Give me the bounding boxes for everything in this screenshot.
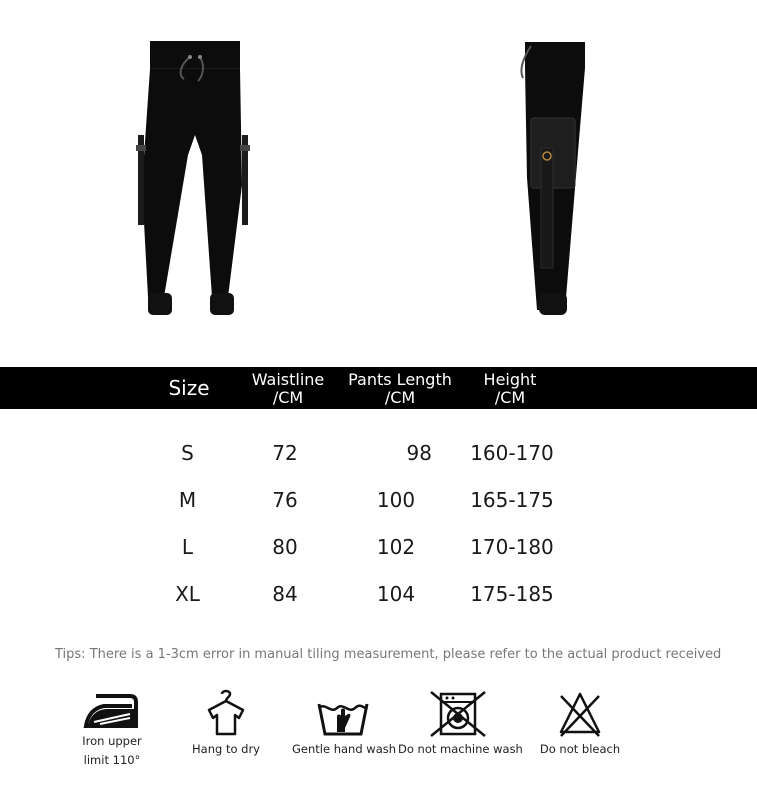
cell-pants-length: 104 — [376, 582, 416, 606]
care-no-bleach: Do not bleach — [530, 688, 630, 759]
cell-height: 175-185 — [470, 582, 554, 606]
table-row — [0, 439, 757, 469]
table-row — [0, 533, 757, 563]
table-row — [0, 580, 757, 610]
cell-height: 165-175 — [470, 488, 554, 512]
care-no-machine-wash: Do not machine wash — [398, 688, 518, 759]
cell-pants-length: 102 — [376, 535, 416, 559]
care-iron: Iron upper limit 110° — [72, 688, 152, 770]
table-row — [0, 486, 757, 516]
header-size: Size — [168, 376, 210, 400]
size-table-header — [0, 367, 757, 409]
hand-wash-icon — [292, 688, 394, 740]
cell-height: 160-170 — [470, 441, 554, 465]
product-photo-front — [130, 35, 265, 325]
cell-size: L — [181, 535, 194, 559]
cell-waistline: 76 — [272, 488, 298, 512]
cell-waistline: 80 — [272, 535, 298, 559]
header-pants-length: Pants Length /CM — [348, 370, 452, 407]
cell-pants-length: 98 — [406, 441, 432, 465]
iron-icon — [72, 688, 152, 732]
cell-pants-length: 100 — [376, 488, 416, 512]
care-hand-wash: Gentle hand wash — [292, 688, 394, 759]
cell-size: S — [181, 441, 194, 465]
header-waistline: Waistline /CM — [251, 370, 325, 407]
care-hang-dry: Hang to dry — [186, 688, 266, 759]
no-machine-wash-icon — [398, 688, 518, 740]
hanger-shirt-icon — [186, 688, 266, 740]
no-bleach-icon — [530, 688, 630, 740]
tips-text: Tips: There is a 1-3cm error in manual tiling measurement, please refer to the actual product received — [55, 647, 722, 662]
header-height: Height /CM — [483, 370, 537, 407]
cell-waistline: 84 — [272, 582, 298, 606]
cell-size: XL — [175, 582, 200, 606]
cell-height: 170-180 — [470, 535, 554, 559]
cell-size: M — [178, 488, 197, 512]
cell-waistline: 72 — [272, 441, 298, 465]
product-photo-side — [505, 38, 595, 323]
